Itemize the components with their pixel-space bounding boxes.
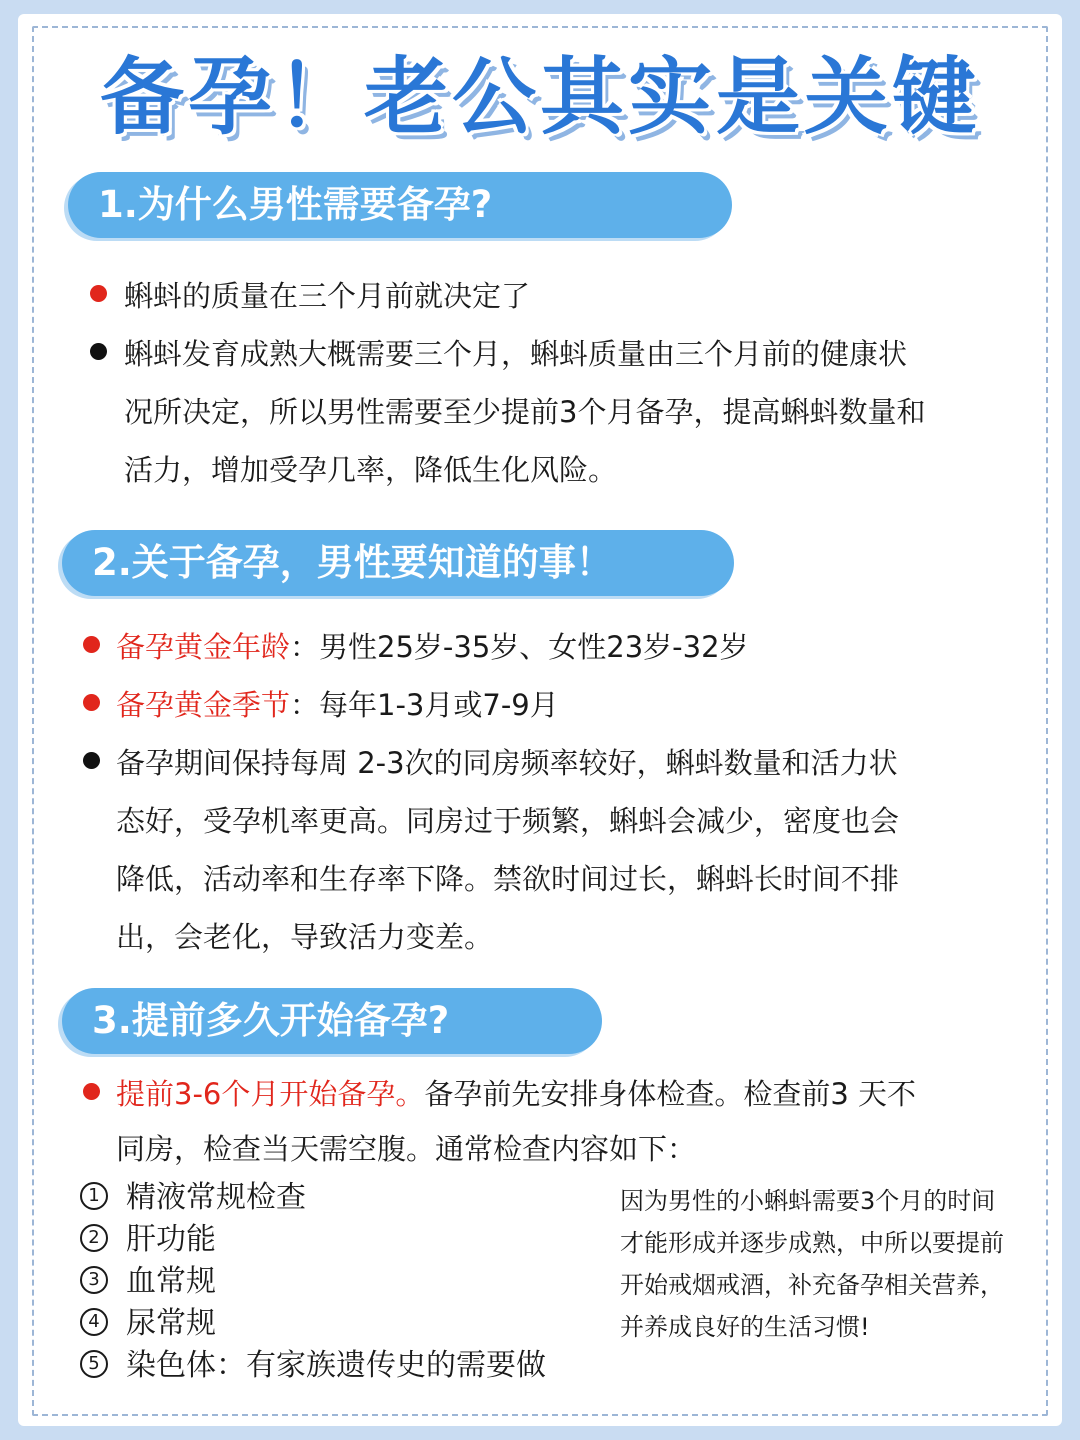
start-early-text: 备孕前先安排身体检查。检查前3 天不 (424, 1077, 917, 1111)
check-item-text: 精液常规检查 (126, 1180, 306, 1215)
circled-number-icon: 5 (80, 1350, 108, 1378)
section-1-bullet-2-line-1: 蝌蚪发育成熟大概需要三个月，蝌蚪质量由三个月前的健康状 (124, 337, 908, 371)
section-1-heading: 1.为什么男性需要备孕? (68, 172, 732, 238)
start-early-label: 提前3-6个月开始备孕。 (116, 1077, 425, 1111)
check-item (80, 1214, 216, 1258)
circled-number-icon: 2 (80, 1224, 108, 1252)
page-title: 备孕！老公其实是关键 (99, 48, 980, 146)
golden-season-text: ：每年1-3月或7-9月 (290, 688, 559, 722)
side-note: 因为男性的小蝌蚪需要3个月的时间才能形成并逐步成熟，中所以要提前开始戒烟戒酒，补充备孕相关营养，并养成良好的生活习惯! (620, 1187, 1004, 1341)
circled-number-icon: 4 (80, 1308, 108, 1336)
check-item (80, 1340, 546, 1384)
section-2-bullet-3-line-4: 出，会老化，导致活力变差。 (116, 920, 494, 954)
golden-season-label: 备孕黄金季节 (116, 688, 291, 722)
check-item (80, 1298, 216, 1342)
bullet-dot-icon (83, 752, 100, 769)
section-3-heading: 3.提前多久开始备孕? (62, 988, 602, 1054)
section-1-bullet-2-line-2: 况所决定，所以男性需要至少提前3个月备孕，提高蝌蚪数量和 (124, 395, 926, 429)
bullet-dot-icon (83, 1083, 100, 1100)
check-item-text: 肝功能 (126, 1222, 216, 1257)
bullet-dot-icon (90, 343, 107, 360)
bullet-dot-icon (83, 636, 100, 653)
section-2-bullet-2 (116, 683, 559, 724)
circled-number-icon: 1 (80, 1182, 108, 1210)
check-item-text: 尿常规 (126, 1306, 216, 1341)
bullet-dot-icon (90, 285, 107, 302)
section-1-bullet-1: 蝌蚪的质量在三个月前就决定了 (124, 279, 531, 313)
section-3-bullet-1-line-2: 同房，检查当天需空腹。通常检查内容如下： (116, 1132, 697, 1166)
section-2-bullet-3-line-1: 备孕期间保持每周 2-3次的同房频率较好，蝌蚪数量和活力状 (116, 746, 898, 780)
section-2-heading: 2.关于备孕，男性要知道的事！ (62, 530, 734, 596)
circled-number-icon: 3 (80, 1266, 108, 1294)
golden-age-text: ：男性25岁-35岁、女性23岁-32岁 (290, 630, 749, 664)
section-2-bullet-3-line-2: 态好，受孕机率更高。同房过于频繁，蝌蚪会减少，密度也会 (116, 804, 900, 838)
golden-age-label: 备孕黄金年龄 (116, 630, 291, 664)
section-1-bullet-2-line-3: 活力，增加受孕几率，降低生化风险。 (124, 453, 618, 487)
section-3-bullet-1-line-1 (116, 1072, 916, 1113)
section-2-bullet-3-line-3: 降低，活动率和生存率下降。禁欲时间过长，蝌蚪长时间不排 (116, 862, 900, 896)
section-2-bullet-1 (116, 625, 749, 666)
check-item (80, 1256, 216, 1300)
check-item-text: 染色体：有家族遗传史的需要做 (126, 1348, 546, 1383)
check-item (80, 1172, 306, 1216)
check-item-text: 血常规 (126, 1264, 216, 1299)
bullet-dot-icon (83, 694, 100, 711)
